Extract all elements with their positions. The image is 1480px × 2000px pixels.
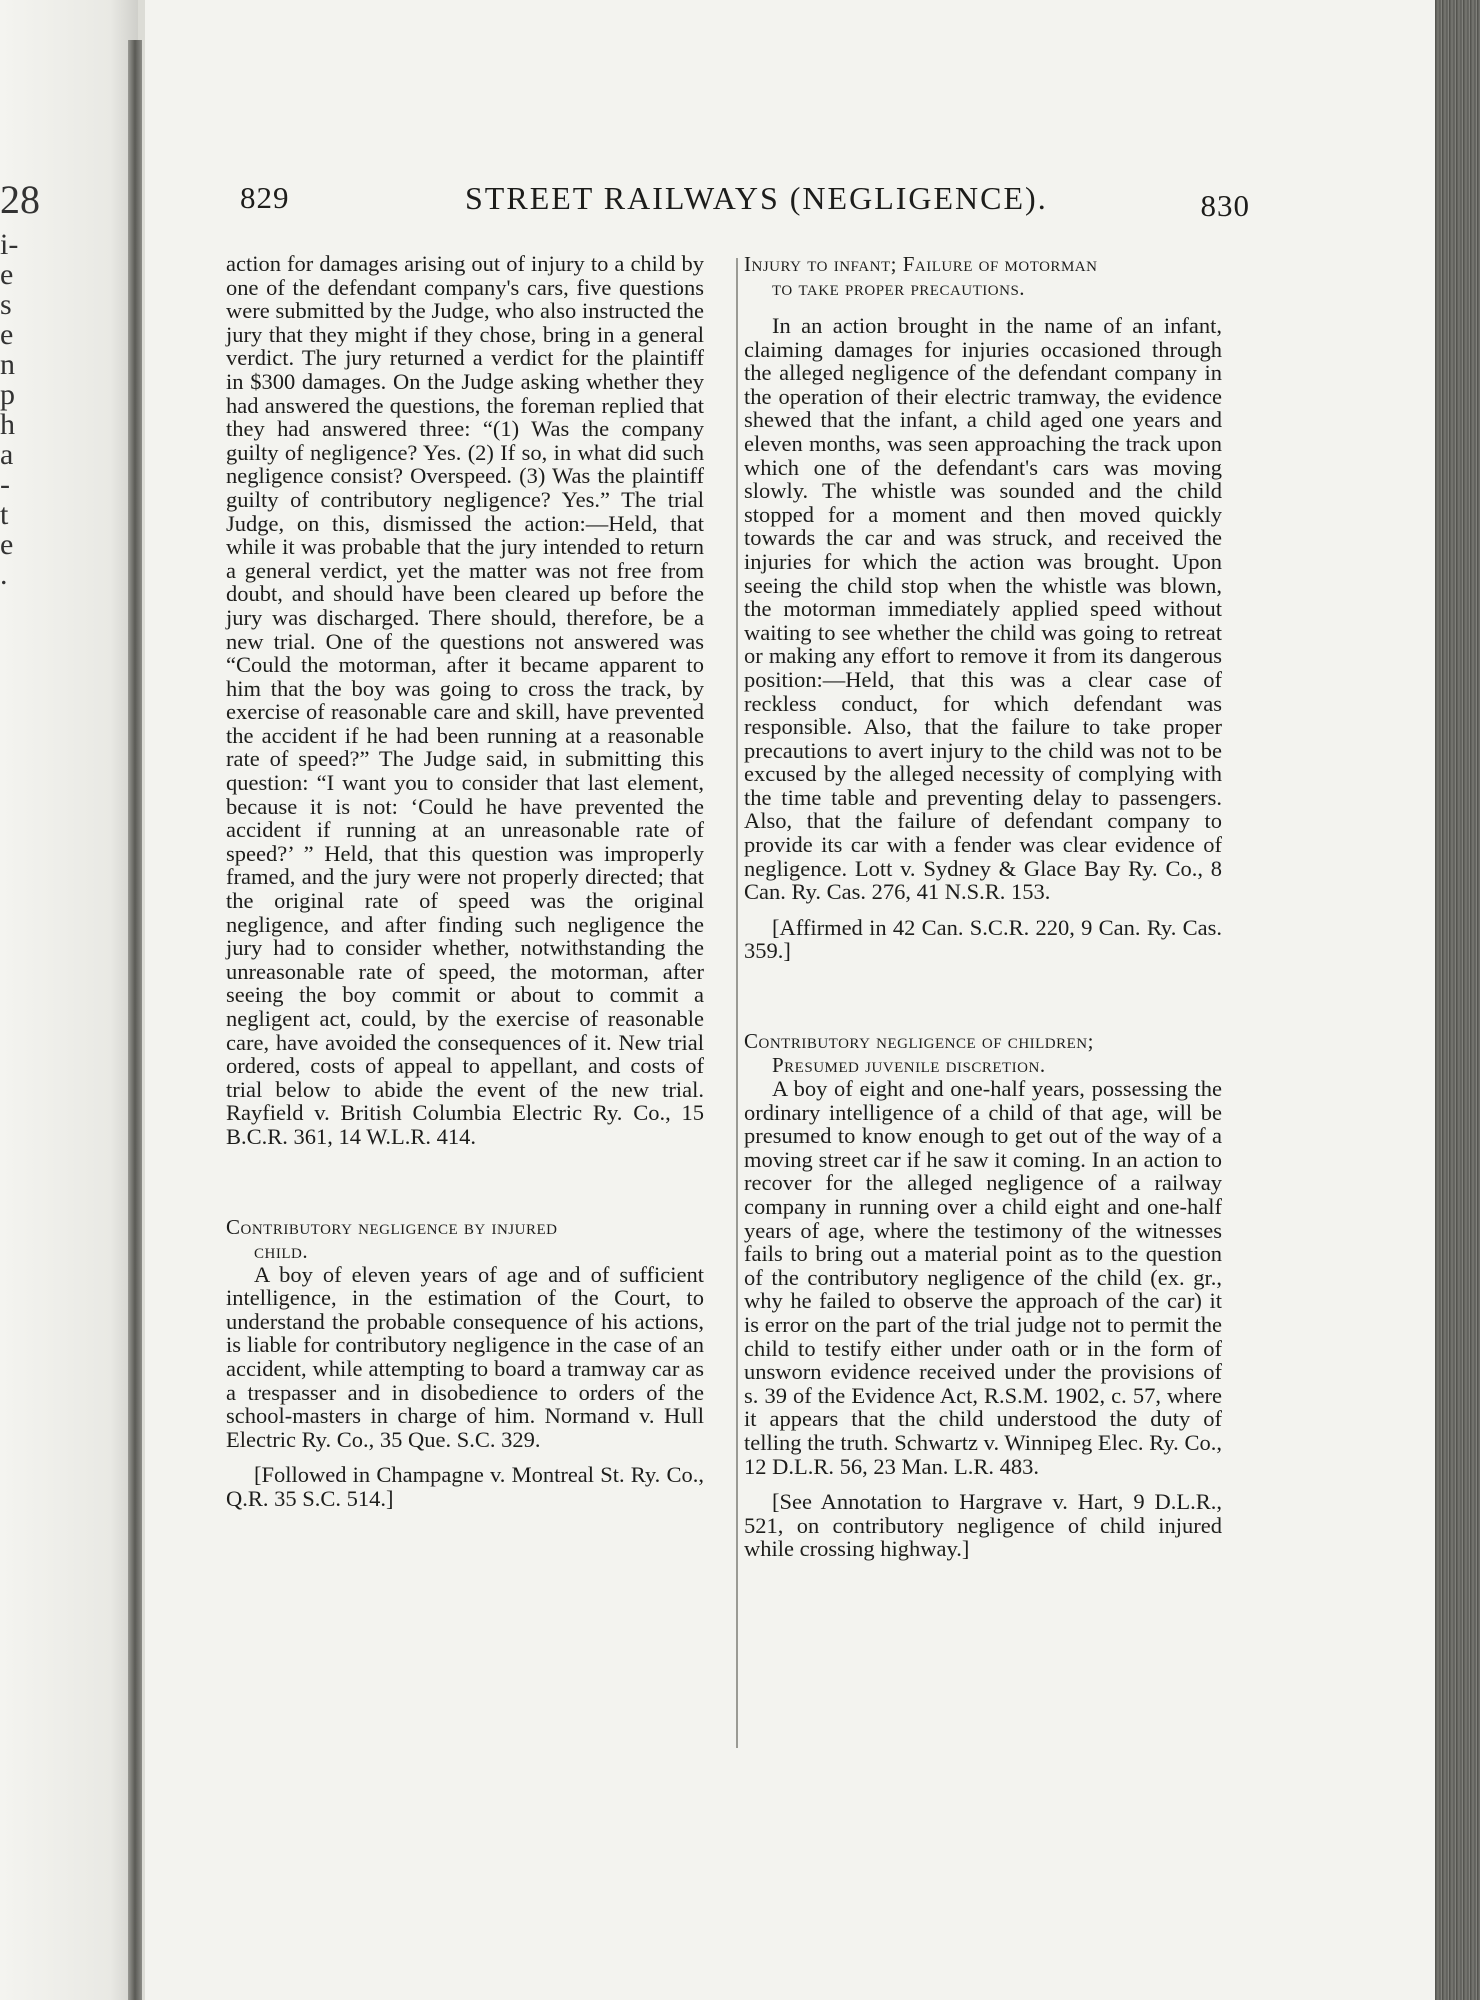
continued-paragraph: action for damages arising out of injury to a child by one of the defendant company's cars, five questions were submitted by the Judge, who also instructed the jury that they might if they chose, bring in a general verdict. The jury returned a verdict for the plaintiff in $300 damages. On the Judge asking whether they had answered the questions, the foreman replied that they had answered three: “(1) Was the company guilty of negligence? Yes. (2) If so, in what did such negligence consist? Overspeed. (3) Was the plaintiff guilty of contributory negligence? Yes.” The trial Judge, on this, dismissed the action:—Held, that while it was probable that the jury intended to return a general verdict, yet the matter was not free from doubt, and should have been cleared up before the jury was discharged. There should, therefore, be a new trial. One of the questions not answered was “Could the motorman, after it became apparent to him that the boy was going to cross the track, by exercise of reasonable care and skill, have prevented the accident if he had been running at a reasonable rate of speed?” The Judge said, in submitting this question: “I want you to consider that last element, because it is not: ‘Could he have prevented the accident if running at an unreasonable rate of speed?’ ” Held, that this question was improperly framed, and the jury were not properly directed; that the original rate of speed was the original negligence, and after finding such negligence the jury had to consider whether, notwithstanding the unreasonable rate of speed, the motorman, after seeing the boy commit or about to commit a negligent act, could, by the exercise of reasonable care, have avoided the consequences of it. New trial ordered, costs of appeal to appellant, and costs of trial below to abide the event of the new trial. Rayfield v. British Columbia Electric Ry. Co., 15 B.C.R. 361, 14 W.L.R. 414. — [226, 251, 704, 1149]
section-heading-line: Contributory negligence by injured — [226, 1214, 558, 1239]
line-ending: e — [0, 528, 14, 561]
line-ending: p — [0, 378, 15, 411]
right-column — [744, 252, 1222, 1561]
running-title: STREET RAILWAYS (NEGLIGENCE). — [465, 180, 1048, 216]
case-note: [See Annotation to Hargrave v. Hart, 9 D.L.R., 521, on contributory negligence of child injured while crossing highway.] — [744, 1489, 1222, 1562]
page-edges — [1435, 0, 1480, 2000]
section-heading-line: child. — [254, 1238, 309, 1263]
previous-page-fragment — [0, 170, 40, 590]
previous-page-number: 28 — [0, 177, 40, 222]
page-number-left: 829 — [240, 180, 290, 215]
line-ending: s — [0, 288, 12, 321]
book-gutter — [128, 40, 142, 2000]
page-number-right: 830 — [1200, 188, 1250, 223]
section-heading-line: to take proper precautions. — [772, 276, 1026, 300]
line-ending: h — [0, 408, 15, 441]
line-ending: e — [0, 318, 14, 351]
case-summary: A boy of eleven years of age and of sufficient intelligence, in the estimation of the Court, to understand the probable consequence of his actions, is liable for contributory negligence in the case of an accident, while attempting to board a tramway car as a trespasser and in disobedience to orders of the school-masters in charge of him. Normand v. Hull Electric Ry. Co., 35 Que. S.C. 329. — [226, 1261, 704, 1452]
line-ending: - — [0, 468, 10, 501]
previous-page-margin — [0, 0, 138, 2000]
section-heading-line: Injury to infant; Failure of motorman — [744, 252, 1098, 276]
case-summary: A boy of eight and one-half years, possessing the ordinary intelligence of a child of that age, will be presumed to know enough to get out of the way of a moving street car if he saw it coming. In an action to recover for the alleged negligence of a railway company in running over a child eight and one-half years of age, where the testimony of the witnesses fails to bring out a material point as to the question of the contributory negligence of the child (ex. gr., why he failed to observe the approach of the car) it is error on the part of the trial judge not to permit the child to testify either under oath or in the form of unsworn evidence received under the provisions of s. 39 of the Evidence Act, R.S.M. 1902, c. 57, where it appears that the child understood the duty of telling the truth. Schwartz v. Winnipeg Elec. Ry. Co., 12 D.L.R. 56, 23 Man. L.R. 483. — [744, 1076, 1222, 1479]
section-heading-line: Contributory negligence of children; — [744, 1029, 1094, 1054]
line-ending: a — [0, 438, 14, 471]
section-heading-line: Presumed juvenile discretion. — [772, 1053, 1046, 1078]
line-ending: e — [0, 258, 14, 291]
line-ending: i- — [0, 228, 19, 261]
section-heading — [744, 1029, 1222, 1077]
running-header — [240, 180, 1250, 240]
case-note: [Followed in Champagne v. Montreal St. Ry. Co., Q.R. 35 S.C. 514.] — [226, 1462, 704, 1511]
section-heading — [744, 252, 1222, 300]
line-ending: . — [0, 558, 8, 591]
line-ending: n — [0, 348, 15, 381]
left-column — [226, 252, 704, 1511]
case-note: [Affirmed in 42 Can. S.C.R. 220, 9 Can. Ry. Cas. 359.] — [744, 914, 1222, 964]
column-divider — [736, 258, 738, 1748]
line-ending: t — [0, 498, 9, 531]
case-summary: In an action brought in the name of an infant, claiming damages for injuries occasioned through the alleged negligence of the defendant company in the operation of their electric tramway, the evidence shewed that the infant, a child aged one years and eleven months, was seen approaching the track upon which one of the defendant's cars was moving slowly. The whistle was sounded and the child stopped for a moment and then moved quickly towards the car and was struck, and received the injuries for which the action was brought. Upon seeing the child stop when the whistle was blown, the motorman immediately applied speed without waiting to see whether the child was going to retreat or making any effort to remove it from its dangerous position:—Held, that this was a clear case of reckless conduct, for which defendant was responsible. Also, that the failure to take proper precautions to avert injury to the child was not to be excused by the alleged necessity of complying with the time table and preventing delay to passengers. Also, that the failure of defendant company to provide its car with a fender was clear evidence of negligence. Lott v. Sydney & Glace Bay Ry. Co., 8 Can. Ry. Cas. 276, 41 N.S.R. 153. — [744, 313, 1222, 905]
section-heading — [226, 1215, 704, 1263]
